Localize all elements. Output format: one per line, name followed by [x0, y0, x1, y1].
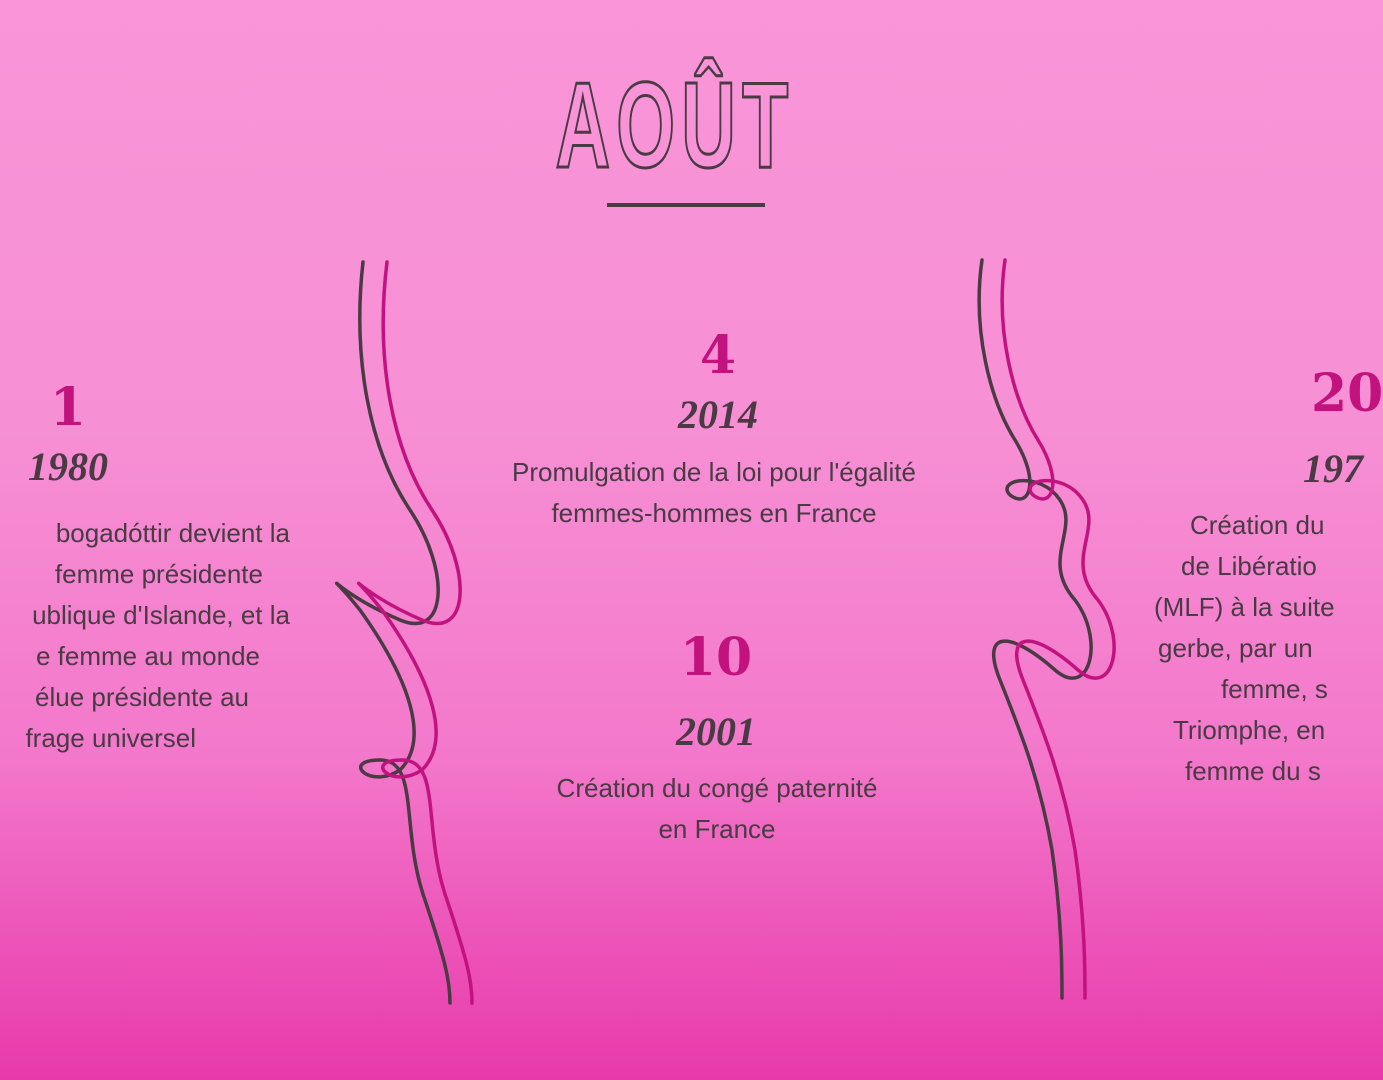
event-center-top-day: 4 [699, 325, 737, 386]
event-center-top-year: 2014 [678, 392, 758, 437]
event-left-line: femme présidente [54, 559, 263, 589]
event-center-bottom-year: 2001 [676, 709, 756, 754]
event-right-line: de Libératio [1181, 551, 1317, 581]
event-right-line: femme du s [1185, 756, 1321, 786]
event-center-bottom-day: 10 [679, 627, 753, 688]
event-right-line: (MLF) à la suite [1154, 592, 1335, 622]
event-left-year: 1980 [28, 444, 108, 489]
event-left-description [0, 513, 290, 759]
event-right-day: 20 [1311, 363, 1383, 424]
event-left-line: frage universel [25, 723, 196, 753]
event-center-top-description [454, 452, 974, 534]
event-center-top-line: femmes-hommes en France [551, 498, 877, 528]
event-right-line: Triomphe, en [1173, 715, 1326, 745]
event-center-bottom-line: Création du congé paternité [556, 773, 878, 803]
event-left-day: 1 [49, 377, 87, 438]
event-left-line: ublique d'Islande, et la [32, 600, 290, 630]
left-ribbon-dark [337, 262, 450, 1003]
event-left-line: bogadóttir devient la [55, 518, 290, 548]
event-center-bottom-description [457, 768, 977, 850]
event-center-top-line: Promulgation de la loi pour l'égalité [512, 457, 916, 487]
event-right-line: gerbe, par un [1158, 633, 1313, 663]
event-right-line: femme, s [1221, 674, 1328, 704]
event-left-line: e femme au monde [35, 641, 260, 671]
event-left-line: élue présidente au [35, 682, 249, 712]
event-center-bottom-line: en France [658, 814, 776, 844]
page-title: AOÛT [555, 57, 795, 193]
event-right-line: Création du [1190, 510, 1325, 540]
right-ribbon-dark [979, 260, 1091, 998]
event-right-description [1150, 505, 1350, 792]
event-right-year: 197 [1303, 446, 1363, 491]
